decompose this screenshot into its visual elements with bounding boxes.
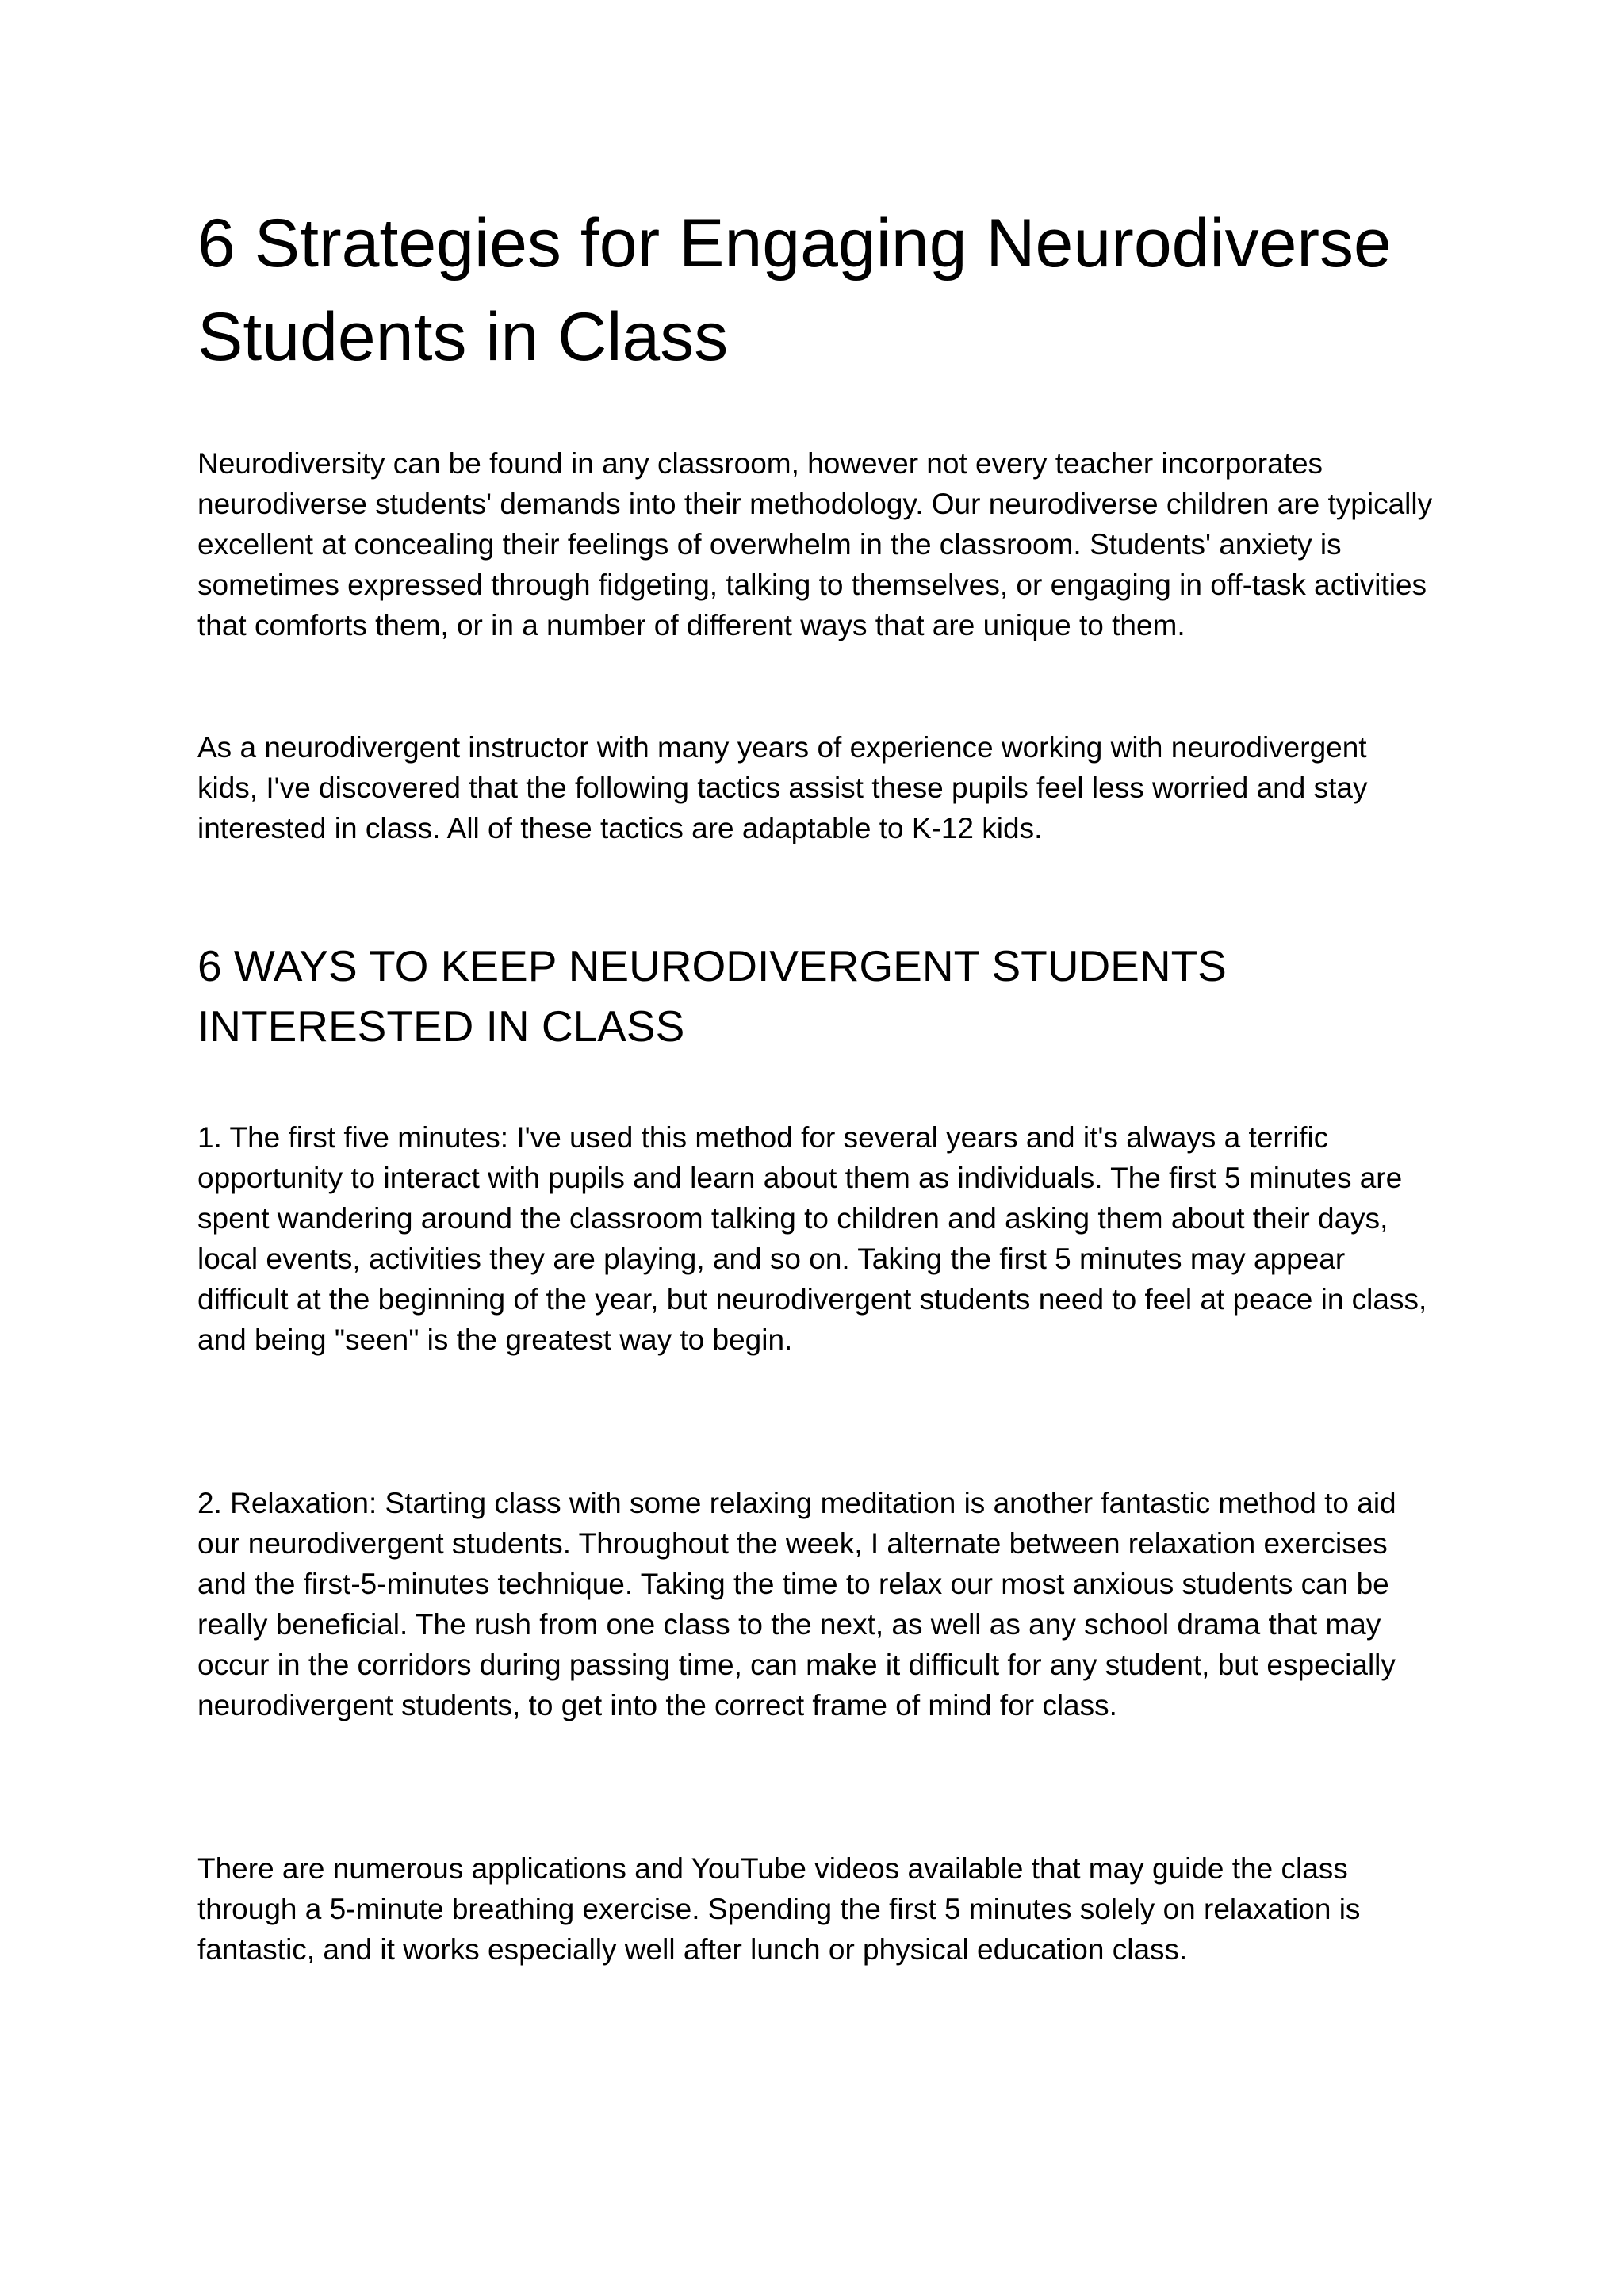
relaxation-resources-paragraph: There are numerous applications and YouTube videos available that may guide the class through a 5-minute breathing exercise. Spending the first 5 minutes solely on relaxation is fantastic, and it works especially well after lunch or physical education class. [197, 1852, 1361, 1966]
author-experience-paragraph: As a neurodivergent instructor with many years of experience working with neurodivergent kids, I've discovered that the following tactics assist these pupils feel less worried and stay interested in class. All of these tactics are adaptable to K-12 kids. [197, 731, 1368, 844]
strategy-relaxation: 2. Relaxation: Starting class with some relaxing meditation is another fantastic method to aid our neurodivergent students. Throughout the week, I alternate between relaxation exercises and the first-5-minutes technique. Taking the time to relax our most anxious students can be really beneficial. The rush from one class to the next, as well as any school drama that may occur in the corridors during passing time, can make it difficult for any student, but especially neurodivergent students, to get into the correct frame of mind for class. [197, 1487, 1396, 1721]
document-title: 6 Strategies for Engaging Neurodiverse Students in Class [197, 205, 1392, 375]
intro-paragraph: Neurodiversity can be found in any classroom, however not every teacher incorporates neurodiverse students' demands into their methodology. Our neurodiverse children are typically excellent at concealing their feelings of overwhelm in the classroom. Students' anxiety is sometimes expressed through fidgeting, talking to themselves, or engaging in off-task activities that comforts them, or in a number of different ways that are unique to them. [197, 447, 1433, 641]
document-body [197, 197, 1434, 1970]
strategy-first-five-minutes: 1. The first five minutes: I've used this method for several years and it's always a terrific opportunity to interact with pupils and learn about them as individuals. The first 5 minutes are spent wandering around the classroom talking to children and asking them about their days, local events, activities they are playing, and so on. Taking the first 5 minutes may appear difficult at the beginning of the year, but neurodivergent students need to feel at peace in class, and being "seen" is the greatest way to begin. [197, 1121, 1427, 1356]
section-heading: 6 WAYS TO KEEP NEURODIVERGENT STUDENTS INTERESTED IN CLASS [197, 941, 1227, 1051]
